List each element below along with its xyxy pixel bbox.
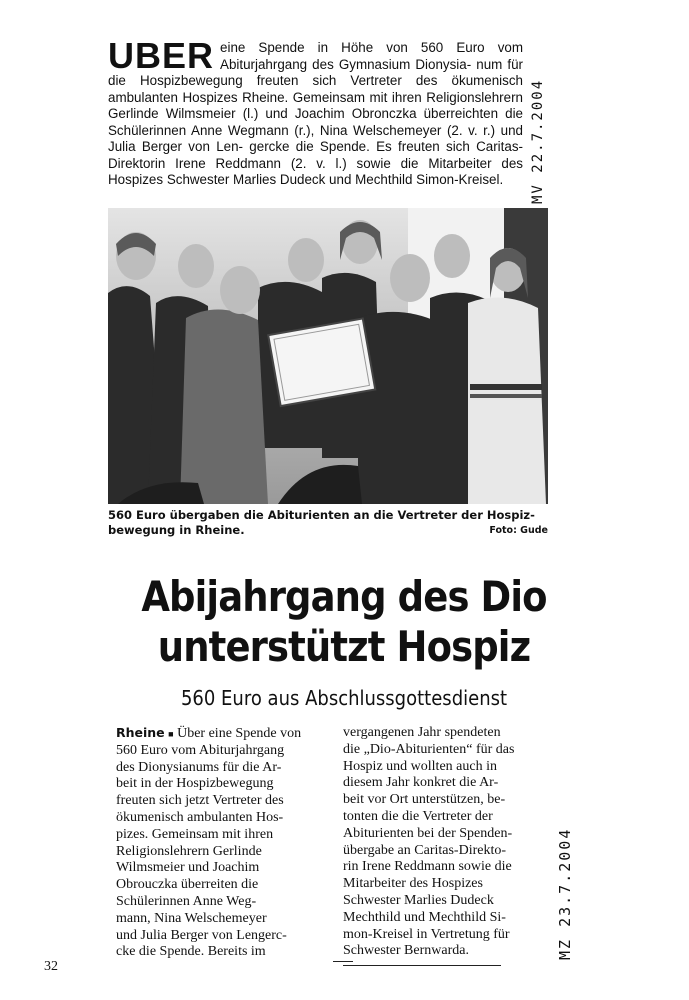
clip-line: Reddmann (2. v. l.) sowie die Mitarbeiter des Hospizes — [108, 155, 523, 187]
column-end-rule — [333, 961, 353, 962]
clipping-top-text — [108, 35, 524, 189]
article-subheadline: 560 Euro aus Abschlussgottesdienst — [180, 686, 508, 710]
column-line: vergangenen Jahr spendeten — [343, 725, 501, 740]
column-line: rin Irene Reddmann sowie die — [343, 859, 512, 875]
column-line: Mechthild und Mechthild Si- — [343, 909, 506, 925]
column-line: übergabe an Caritas-Direkto- — [343, 842, 507, 858]
column-line: Schwester Bernwarda. — [343, 943, 469, 959]
column-line: ökumenisch ambulanten Hos- — [116, 809, 284, 825]
page-number: 32 — [44, 959, 58, 974]
drop-word: UBER — [108, 35, 215, 76]
clip-line: Abiturjahrgang des Gymnasium Dionysia- — [220, 56, 472, 72]
column-line: beit vor Ort unterstützen, be- — [343, 792, 506, 808]
column-line: Schülerinnen Anne Weg- — [116, 893, 257, 909]
headline-line: unterstützt Hospiz — [157, 622, 531, 671]
column-line-text: Über eine Spende von — [177, 726, 302, 741]
column-line: des Dionysianums für die Ar- — [116, 759, 282, 775]
photo-credit: Foto: Gude — [489, 525, 548, 536]
column-line: diesem Jahr konkret die Ar- — [343, 775, 499, 791]
column-line: Religionslehrern Gerlinde — [116, 843, 262, 859]
column-line: freuten sich jetzt Vertreter des — [116, 793, 284, 809]
column-line: und Julia Berger von Lengerc- — [116, 927, 287, 943]
column-line: Wilmsmeier und Joachim — [116, 860, 260, 876]
clip-line: eine Spende in Höhe von 560 Euro vom — [220, 40, 523, 55]
clip-line: num für die Hospizbewegung freuten sich Vertreter des — [108, 56, 523, 88]
column-line: Hospiz und wollten auch in — [343, 758, 497, 774]
clip-line: ihren Religionslehrern Gerlinde Wilmsmeier (l.) und Joachim — [108, 89, 523, 121]
column-line: die „Dio-Abiturienten“ für das — [343, 741, 515, 757]
column-line: tonten die die Vertreter der — [343, 808, 493, 824]
article-column-2 — [343, 725, 563, 960]
date-stamp-bottom: MZ 23.7.2004 — [556, 827, 574, 960]
column-line — [116, 725, 336, 743]
column-line: Abiturienten bei der Spenden- — [343, 825, 513, 841]
lead-separator: ■ — [168, 729, 174, 739]
clip-line: ökumenisch ambulanten Hospizes Rheine. Gemeinsam mit — [108, 73, 523, 105]
column-end-rule — [343, 965, 501, 966]
clip-line: gercke die Spende. Es freuten sich Caritas-Direktorin Irene — [108, 139, 523, 171]
column-line: Mitarbeiter des Hospizes — [343, 876, 483, 892]
dateline: Rheine — [116, 725, 165, 740]
date-stamp-top: MV 22.7.2004 — [530, 78, 546, 204]
article-headline — [112, 572, 577, 672]
column-line: 560 Euro vom Abiturjahrgang — [116, 742, 285, 758]
column-line: Obrouczka überreiten die — [116, 877, 259, 893]
column-line: Schwester Marlies Dudeck — [343, 892, 494, 908]
column-line: cke die Spende. Bereits im — [116, 944, 266, 960]
group-photo-illustration — [108, 208, 548, 504]
column-line: mon-Kreisel in Vertretung für — [343, 926, 510, 942]
column-line: beit in der Hospizbewegung — [116, 776, 274, 792]
article-column-1 — [116, 725, 336, 961]
column-line: mann, Nina Welschemeyer — [116, 910, 267, 926]
column-line: pizes. Gemeinsam mit ihren — [116, 826, 274, 842]
photo-caption — [108, 508, 548, 538]
group-photo — [108, 208, 548, 504]
clip-line: (r.), Nina Welschemeyer (2. v. r.) und Julia Berger von Len- — [108, 122, 523, 154]
headline-line: Abijahrgang des Dio — [141, 572, 547, 621]
clip-line: Obronczka überreichten die Schülerinnen Anne Wegmann — [108, 106, 524, 138]
clip-line: Schwester Marlies Dudeck und Mechthild Simon-Kreisel. — [166, 172, 504, 187]
caption-text: 560 Euro übergaben die Abiturienten an die Vertreter der Hospiz-bewegung in Rheine. — [108, 508, 535, 537]
